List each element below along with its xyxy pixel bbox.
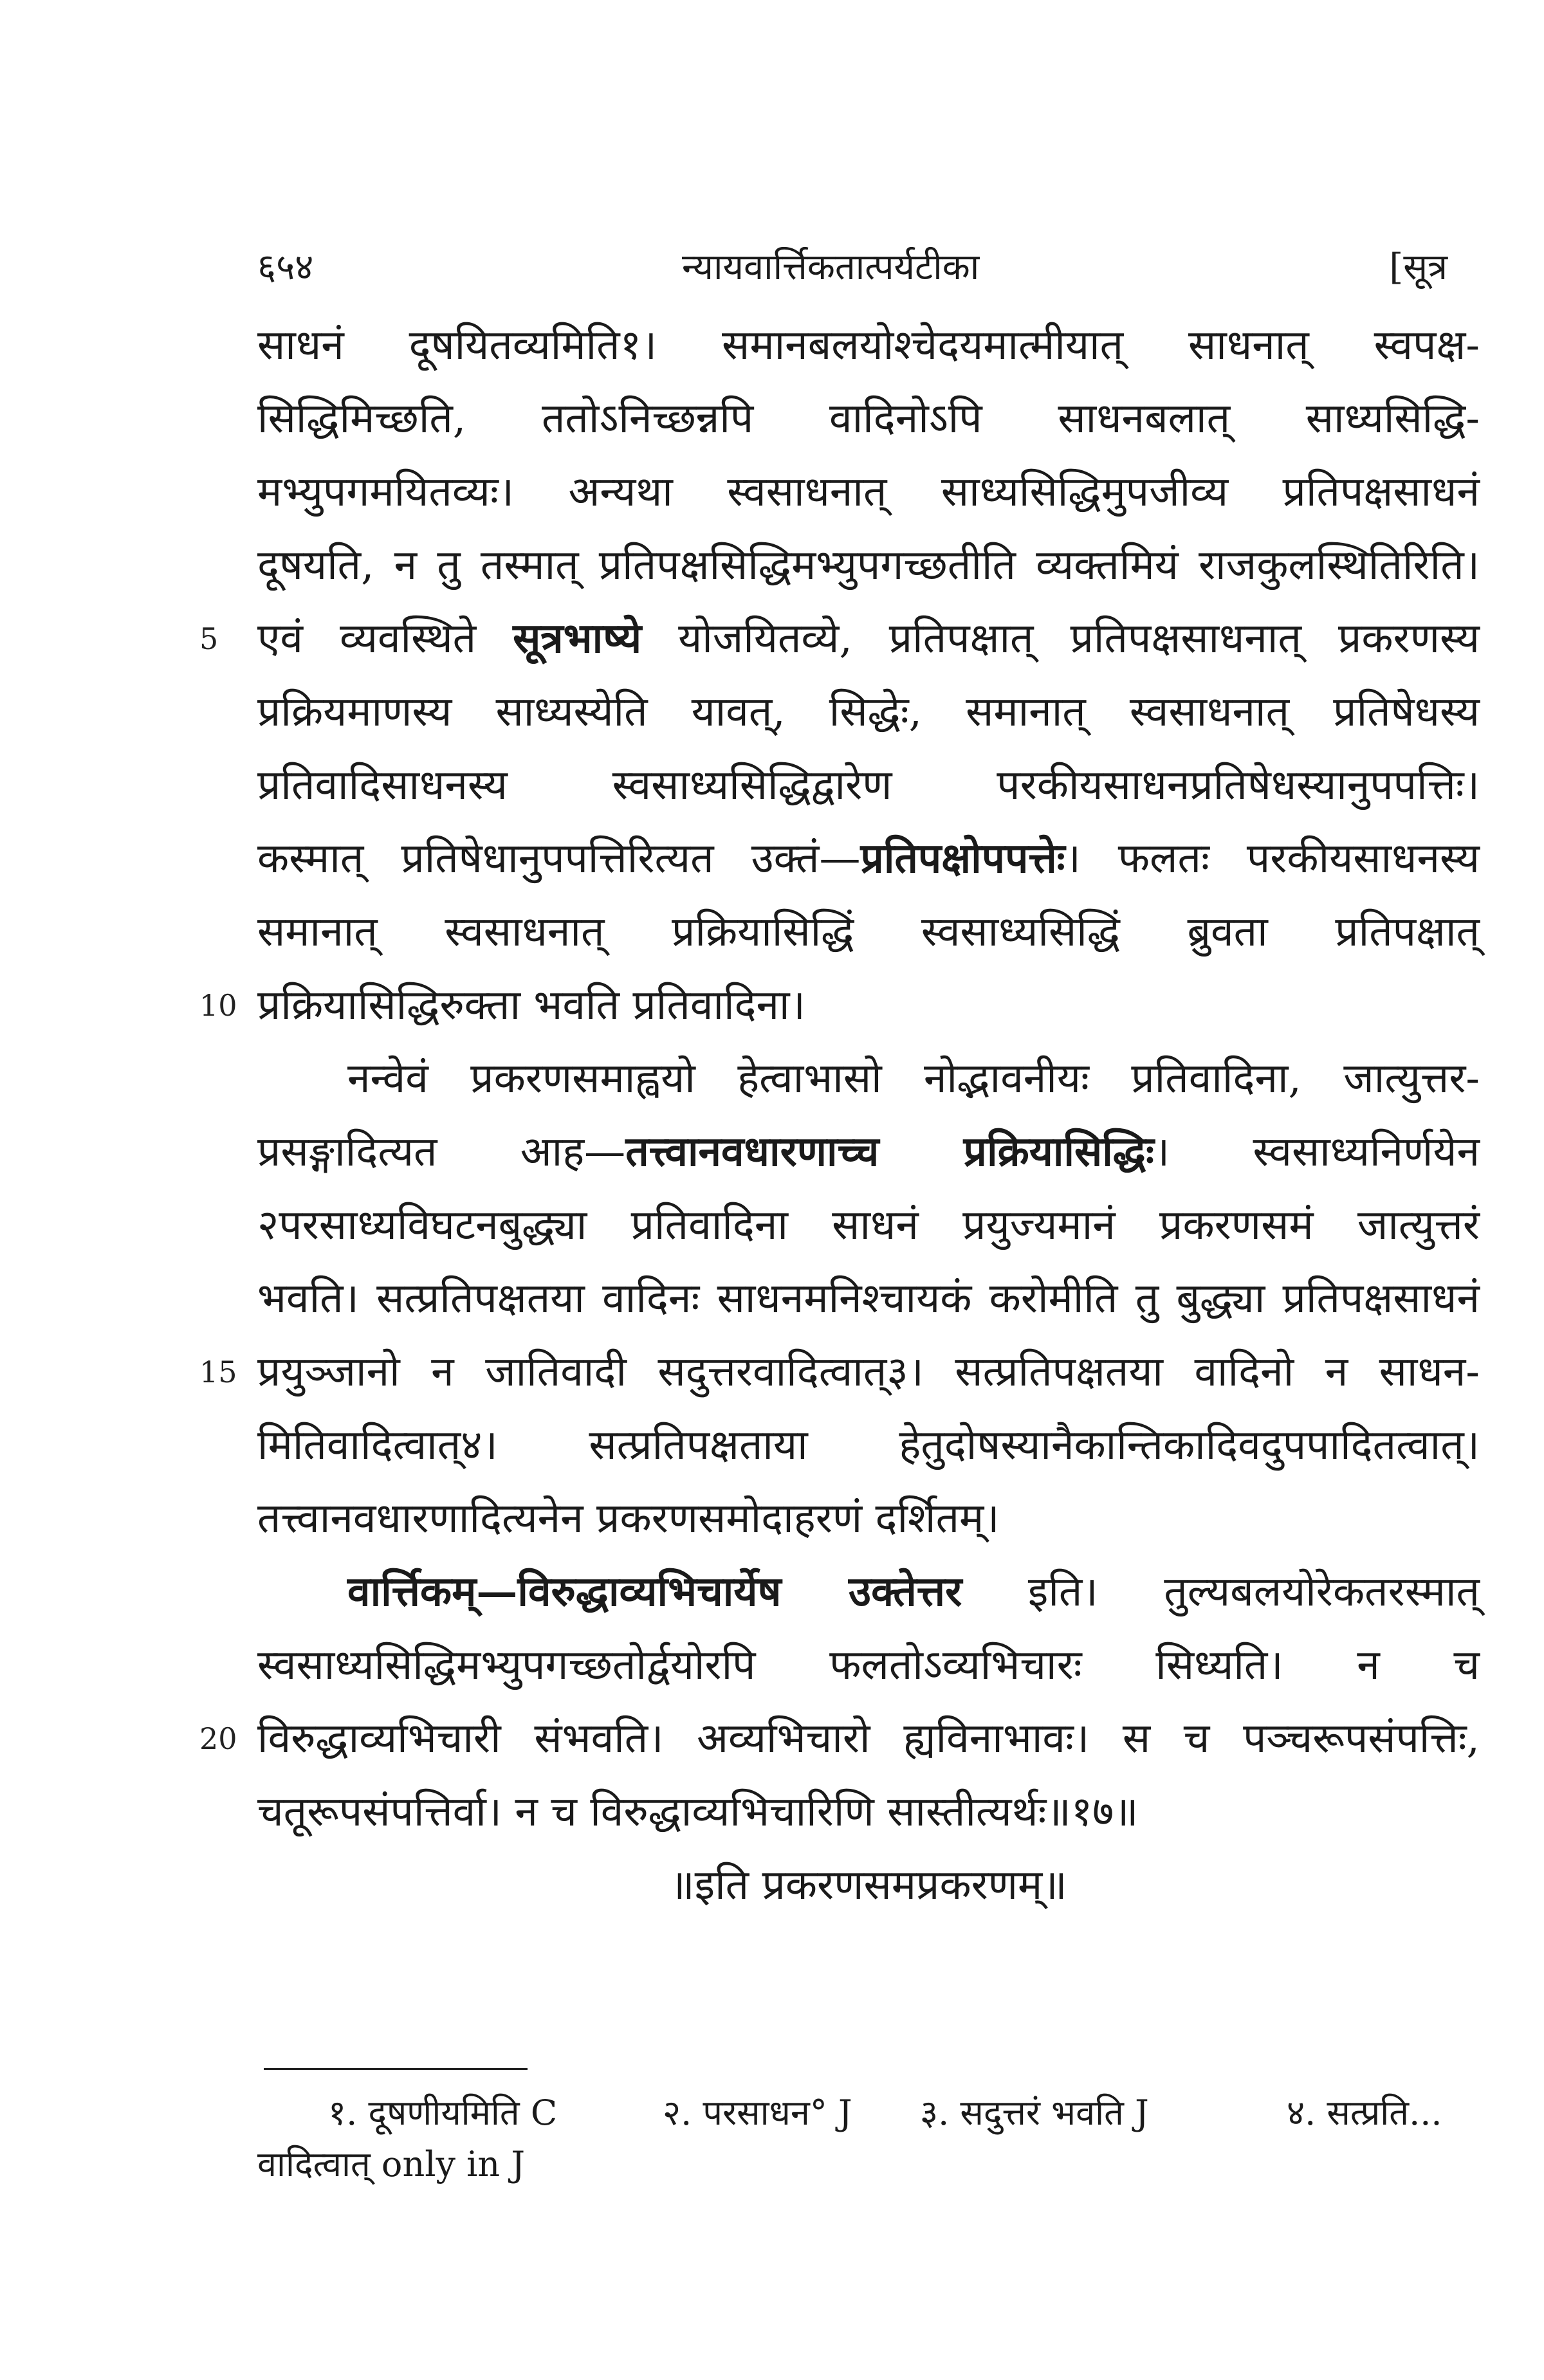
line-text: सिद्धिमिच्छति, ततोऽनिच्छन्नपि वादिनोऽपि साधनबलात् साध्यसिद्धि- xyxy=(257,395,1480,443)
line-number: 5 xyxy=(199,621,219,656)
line-text: प्रतिवादिसाधनस्य स्वसाध्यसिद्धिद्वारेण परकीयसाधनप्रतिषेधस्यानुपपत्तिः। xyxy=(257,762,1480,809)
line-text: विरुद्धाव्यभिचारी संभवति। अव्यभिचारो ह्यविनाभावः। स च पञ्चरूपसंपत्तिः, xyxy=(257,1715,1480,1762)
text-line xyxy=(257,1262,1480,1335)
line-number: 15 xyxy=(199,1355,237,1389)
text-line xyxy=(257,675,1480,749)
text-line xyxy=(257,1189,1480,1262)
line-text: । स्वसाध्यनिर्णयेन xyxy=(1153,1128,1480,1176)
text-line xyxy=(199,1702,1480,1775)
line-text: मभ्युपगमयितव्यः। अन्यथा स्वसाधनात् साध्यसिद्धिमुपजीव्य प्रतिपक्षसाधनं xyxy=(257,468,1480,516)
text-line xyxy=(257,309,1480,382)
text-line xyxy=(257,822,1480,895)
text-line xyxy=(199,1335,1480,1409)
line-text: समानात् स्वसाधनात् प्रक्रियासिद्धिं स्वसाध्यसिद्धिं ब्रुवता प्रतिपक्षात् xyxy=(257,908,1480,956)
page-number: ६५४ xyxy=(257,246,314,288)
footnote-3: ३. सदुत्तरं भवति J xyxy=(920,2092,1149,2133)
footnote-2: २. परसाधन° J xyxy=(663,2092,852,2133)
line-text: तत्त्वानवधारणादित्यनेन प्रकरणसमोदाहरणं दर्शितम्। xyxy=(257,1495,1000,1542)
section-label: [सूत्र xyxy=(1389,246,1448,288)
line-text: प्रसङ्गादित्यत आह— xyxy=(257,1128,626,1176)
line-text: एवं व्यवस्थिते xyxy=(257,615,513,663)
line-text: २परसाध्यविघटनबुद्ध्या प्रतिवादिना साधनं प्रयुज्यमानं प्रकरणसमं जात्युत्तरं xyxy=(257,1202,1480,1249)
line-number: 10 xyxy=(199,988,237,1023)
bold-term: प्रतिपक्षोपपत्तेः xyxy=(860,834,1065,883)
text-line xyxy=(257,1042,1480,1115)
footnote-4-continued: वादित्वात् only in J xyxy=(257,2144,526,2184)
line-text: मितिवादित्वात्४। सत्प्रतिपक्षताया हेतुदोषस्यानैकान्तिकादिवदुपपादितत्वात्। xyxy=(257,1422,1480,1469)
page-header xyxy=(257,241,1448,299)
text-line xyxy=(257,895,1480,969)
body-text xyxy=(199,309,1480,1922)
line-text: नन्वेवं प्रकरणसमाह्वयो हेत्वाभासो नोद्भावनीयः प्रतिवादिना, जात्युत्तर- xyxy=(347,1055,1480,1103)
text-line xyxy=(257,1849,1480,1922)
line-text: ॥इति प्रकरणसमप्रकरणम्॥ xyxy=(670,1862,1067,1909)
text-line xyxy=(257,1629,1480,1702)
line-text: प्रक्रियमाणस्य साध्यस्येति यावत्, सिद्धेः, समानात् स्वसाधनात् प्रतिषेधस्य xyxy=(257,688,1480,736)
line-number: 20 xyxy=(199,1721,237,1756)
line-text: योजयितव्ये, प्रतिपक्षात् प्रतिपक्षसाधनात् प्रकरणस्य xyxy=(641,615,1480,663)
line-text: भवति। सत्प्रतिपक्षतया वादिनः साधनमनिश्चायकं करोमीति तु बुद्ध्या प्रतिपक्षसाधनं xyxy=(257,1275,1480,1323)
running-title: न्यायवार्त्तिकतात्पर्यटीका xyxy=(682,246,980,288)
line-text: इति। तुल्यबलयोरेकतरस्मात् xyxy=(962,1568,1480,1616)
line-text: प्रक्रियासिद्धिरुक्ता भवति प्रतिवादिना। xyxy=(257,982,805,1029)
text-line xyxy=(257,529,1480,602)
text-line xyxy=(257,382,1480,455)
text-line xyxy=(257,455,1480,529)
line-text: । फलतः परकीयसाधनस्य xyxy=(1065,835,1480,883)
footnote-rule xyxy=(264,2068,528,2070)
line-text: चतूरूपसंपत्तिर्वा। न च विरुद्धाव्यभिचारिणि सास्तीत्यर्थः॥१७॥ xyxy=(257,1788,1139,1836)
bold-term: वार्त्तिकम्—विरुद्धाव्यभिचार्येष उक्तेत्तर xyxy=(347,1568,962,1616)
line-text: कस्मात् प्रतिषेधानुपपत्तिरित्यत उक्तं— xyxy=(257,835,861,883)
text-line xyxy=(257,1482,1480,1555)
footnote-line-1 xyxy=(257,2087,1480,2139)
text-line xyxy=(257,1775,1480,1849)
text-line xyxy=(257,1115,1480,1189)
line-text: प्रयुञ्जानो न जातिवादी सदुत्तरवादित्वात्३। सत्प्रतिपक्षतया वादिनो न साधन- xyxy=(257,1348,1480,1396)
text-line xyxy=(257,749,1480,822)
line-text: दूषयति, न तु तस्मात् प्रतिपक्षसिद्धिमभ्युपगच्छतीति व्यक्तमियं राजकुलस्थितिरिति। xyxy=(257,542,1480,589)
text-line xyxy=(257,1409,1480,1482)
line-text: स्वसाध्यसिद्धिमभ्युपगच्छतोर्द्वयोरपि फलतोऽव्यभिचारः सिध्यति। न च xyxy=(257,1642,1480,1689)
bold-term: सूत्रभाष्ये xyxy=(513,614,642,663)
line-text: साधनं दूषयितव्यमिति१। समानबलयोश्चेदयमात्मीयात् साधनात् स्वपक्ष- xyxy=(257,322,1480,369)
footnote-line-2 xyxy=(257,2139,1480,2190)
text-line xyxy=(257,1555,1480,1629)
text-line xyxy=(199,602,1480,675)
text-line xyxy=(199,969,1480,1042)
footnote-4: ४. सत्प्रति... xyxy=(1287,2092,1442,2133)
bold-term: तत्त्वानवधारणाच्च प्रक्रियासिद्धिः xyxy=(625,1128,1154,1176)
footnote-1: १. दूषणीयमिति C xyxy=(328,2092,558,2133)
